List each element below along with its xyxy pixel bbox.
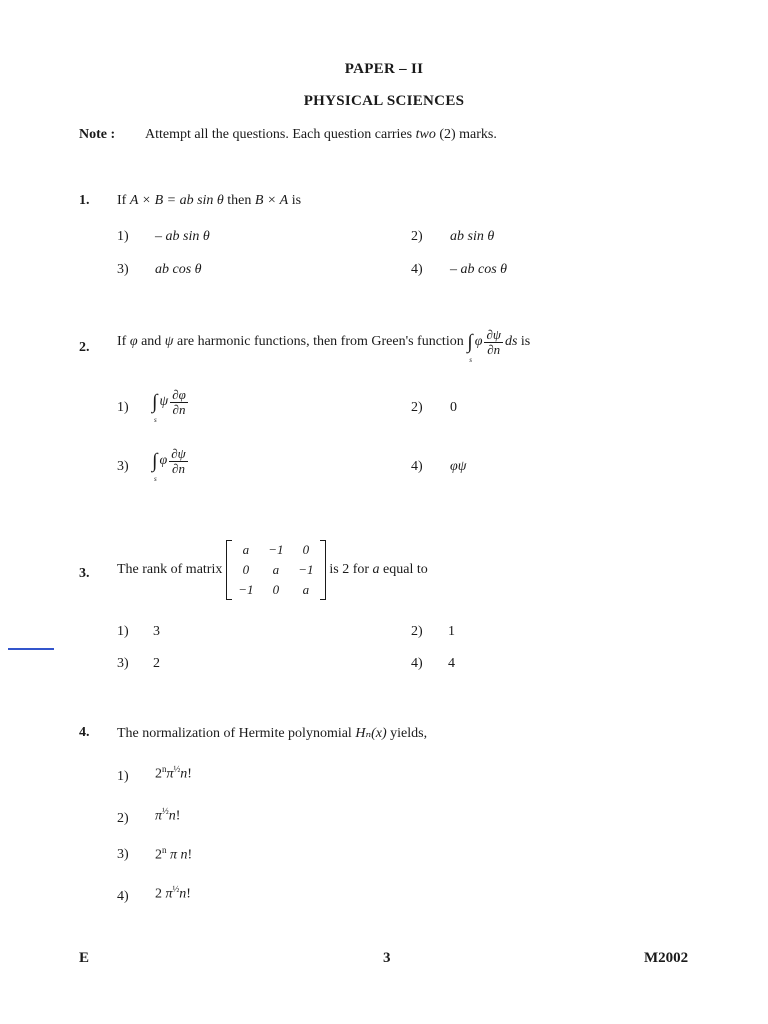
option-formula: $2^n\pi^{\frac{1}{2}}n$! bbox=[155, 764, 192, 782]
question-number: 1. bbox=[79, 193, 90, 208]
note-label: Note : bbox=[79, 127, 116, 142]
option-number: 2) bbox=[411, 624, 423, 639]
margin-mark bbox=[8, 648, 54, 650]
option-value: 2 bbox=[153, 656, 160, 671]
option-number: 2) bbox=[411, 229, 423, 244]
question-number: 3. bbox=[79, 566, 90, 581]
option-value: – ab cos θ bbox=[450, 262, 508, 277]
question-number: 4. bbox=[79, 725, 90, 740]
paper-code: M2002 bbox=[644, 950, 689, 966]
option-number: 1) bbox=[117, 624, 129, 639]
option-number: 2) bbox=[411, 400, 423, 415]
option-number: 3) bbox=[117, 656, 129, 671]
question-text: If φ and ψ are harmonic functions, then from Green's function ∫ s φ $\frac{\partial\psi}{\partial n}$ ds is bbox=[117, 327, 531, 364]
option-formula: $\pi^{\frac{1}{2}}n$! bbox=[155, 806, 181, 824]
footer-left: E bbox=[79, 950, 90, 966]
option-number: 1) bbox=[117, 769, 129, 784]
option-number: 2) bbox=[117, 811, 129, 826]
option-formula: 2 $\pi^{\frac{1}{2}}n$! bbox=[155, 884, 191, 902]
option-value: 3 bbox=[153, 624, 160, 639]
question-text: If A × B = ab sin θ then B × A is bbox=[117, 193, 302, 208]
matrix: a −1 0 0 a −1 −1 0 a bbox=[226, 540, 326, 600]
option-value: φψ bbox=[450, 459, 467, 474]
option-formula: ∫ s ψ $\frac{\partial\varphi}{\partial n}$ bbox=[152, 387, 186, 424]
option-value: ab cos θ bbox=[155, 262, 202, 277]
subject-title: PHYSICAL SCIENCES bbox=[303, 93, 465, 109]
option-formula: ∫ s φ $\frac{\partial\psi}{\partial n}$ bbox=[152, 446, 186, 483]
option-number: 1) bbox=[117, 400, 129, 415]
option-number: 3) bbox=[117, 459, 129, 474]
option-number: 4) bbox=[411, 459, 423, 474]
question-text: The normalization of Hermite polynomial Hₙ(x) yields, bbox=[117, 726, 428, 741]
option-number: 3) bbox=[117, 847, 129, 862]
option-value: 0 bbox=[450, 400, 457, 415]
page-number: 3 bbox=[383, 950, 391, 966]
option-value: ab sin θ bbox=[450, 229, 495, 244]
option-number: 4) bbox=[411, 262, 423, 277]
option-value: 1 bbox=[448, 624, 455, 639]
option-number: 3) bbox=[117, 262, 129, 277]
question-number: 2. bbox=[79, 340, 90, 355]
option-number: 4) bbox=[117, 889, 129, 904]
option-value: 4 bbox=[448, 656, 455, 671]
paper-title: PAPER – II bbox=[344, 61, 424, 77]
option-formula: 2$^n$ π n! bbox=[155, 845, 193, 863]
option-number: 4) bbox=[411, 656, 423, 671]
option-number: 1) bbox=[117, 229, 129, 244]
note-text: Attempt all the questions. Each question carries two (2) marks. bbox=[145, 127, 497, 142]
option-value: – ab sin θ bbox=[155, 229, 210, 244]
question-text: The rank of matrix a −1 0 0 a −1 −1 0 a is 2 for a equal to bbox=[117, 540, 428, 600]
